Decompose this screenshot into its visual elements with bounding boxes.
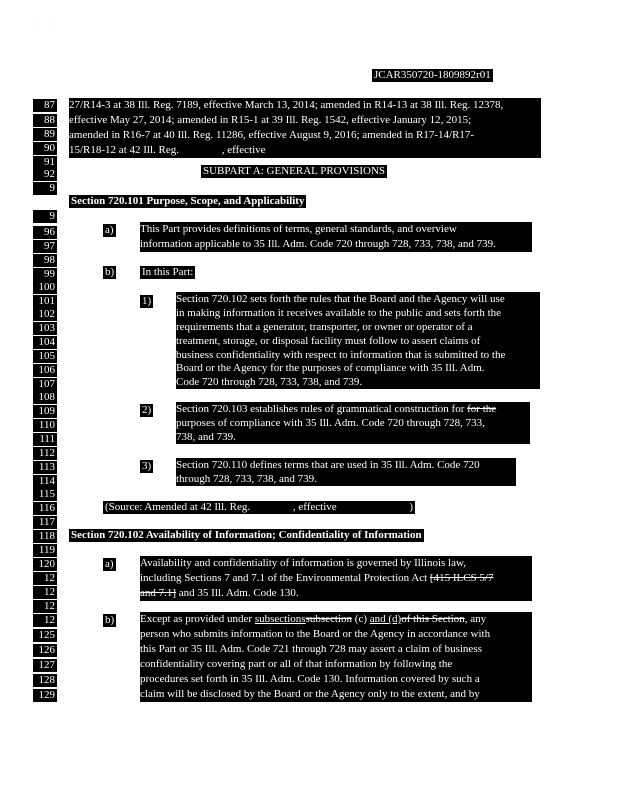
line-number: 105 [33,350,57,363]
line-number: 12 [33,586,57,599]
line-number: 9 [33,210,57,223]
text-line: 15/R18-12 at 42 Ill. Reg. , effective [69,144,269,156]
paragraph-102-b [140,612,532,702]
line-number: 113 [33,461,57,474]
item-label: 2) [142,404,152,416]
item-label: 1) [142,295,152,307]
line-number: 106 [33,364,57,377]
line-number: 104 [33,336,57,349]
text-line: requirements that a generator, transporter, or owner or operator of a [176,320,473,333]
paragraph-b3 [176,458,516,486]
item-label: a) [105,558,114,570]
item-label: 3) [142,460,152,472]
struck-text: subsection [305,613,353,625]
struck-text: and 7.1] [140,587,177,599]
line-number: 101 [33,295,57,308]
line-number: 12 [33,600,57,613]
line-number: 111 [33,433,57,446]
text-line: procedures set forth in 35 Ill. Adm. Code 130. Information covered by such a [140,673,480,685]
line-number: 102 [33,308,57,321]
line-number: 120 [33,558,57,571]
text-line: and 7.1] and 35 Ill. Adm. Code 130. [140,587,299,599]
line-number: 96 [33,226,57,239]
text-line: information applicable to 35 Ill. Adm. Code 720 through 728, 733, 738, and 739. [140,238,496,250]
text-line: Section 720.103 establishes rules of grammatical construction for for the [176,403,497,415]
text-line: in making information it receives available to the public and sets forth the [176,306,502,319]
paragraph-102-a [140,556,532,601]
line-number: 117 [33,516,57,529]
line-number: 88 [33,114,57,127]
text-line: person who submits information to the Board or the Agency in accordance with [140,628,491,640]
text-line: confidentiality covering part or all of that information by following the [140,658,453,670]
line-number: 9 [33,182,57,195]
document-id: JCAR350720-1809892r01 [374,69,491,81]
line-number: 115 [33,488,57,501]
line-number: 118 [33,530,57,543]
text-line: Availability and confidentiality of information is governed by Illinois law, [140,557,466,569]
line-number: 128 [33,674,57,687]
text-line: Section 720.110 defines terms that are used in 35 Ill. Adm. Code 720 [176,459,480,471]
text-line: business confidentiality with respect to information that is submitted to the [176,348,506,361]
text-line: purposes of compliance with 35 Ill. Adm. Code 720 through 728, 733, [176,416,485,429]
text-line: through 728, 733, 738, and 739. [176,472,317,485]
paragraph-b1 [176,292,540,389]
source-history-block [69,98,541,158]
text-line: This Part provides definitions of terms, general standards, and overview [140,223,457,235]
text-line: 738, and 739. [176,430,236,443]
text-line: Section 720.102 sets forth the rules that the Board and the Agency will use [176,293,505,305]
line-number: 89 [33,128,57,141]
paragraph-b2 [176,402,530,444]
text-line: amended in R16-7 at 40 Ill. Reg. 11286, effective August 9, 2016; amended in R17-14/R17- [69,129,475,141]
text-line: Except as provided under subsectionssubsection (c) and (d)of this Section, any [140,613,487,625]
paragraph-b-intro: In this Part: [142,266,194,278]
text-line: treatment, storage, or disposal facility must follow to assert claims of [176,334,481,347]
text-line: including Sections 7 and 7.1 of the Environmental Protection Act [415 ILCS 5/7 [140,572,494,584]
text-line: effective May 27, 2014; amended in R15-1 at 39 Ill. Reg. 1542, effective January 12, 2015; [69,114,472,126]
subpart-heading: SUBPART A: GENERAL PROVISIONS [203,165,385,177]
inserted-text: and (d) [369,613,402,625]
item-label: a) [105,224,114,236]
line-number: 90 [33,142,57,155]
struck-text: of this Section [401,613,465,625]
text-line: Code 720 through 728, 733, 738, and 739. [176,376,363,389]
line-number: 92 [33,168,57,181]
source-note: (Source: Amended at 42 Ill. Reg. , effective ) [105,501,414,513]
line-number: 97 [33,240,57,253]
line-number: 12 [33,614,57,627]
line-number: 99 [33,268,57,281]
line-number: 129 [33,689,57,702]
line-number: 107 [33,378,57,391]
item-label: b) [105,614,115,626]
line-number: 126 [33,644,57,657]
line-number: 103 [33,322,57,335]
text-line: claim will be disclosed by the Board or the Agency only to the extent, and by [140,688,480,700]
line-number: 87 [33,99,57,112]
text-line: this Part or 35 Ill. Adm. Code 721 through 728 may assert a claim of business [140,643,482,655]
line-number: 127 [33,659,57,672]
line-number: 91 [33,156,57,169]
section-heading-720-102: Section 720.102 Availability of Information; Confidentiality of Information [71,529,422,541]
text-line: 27/R14-3 at 38 Ill. Reg. 7189, effective March 13, 2014; amended in R14-13 at 38 Ill. Reg. 12378, [69,99,504,111]
line-number: 116 [33,502,57,515]
inserted-text: subsections [254,613,306,625]
text-line: Board or the Agency for the purposes of compliance with 35 Ill. Adm. [176,362,485,375]
item-label: b) [105,266,115,278]
line-number: 110 [33,419,57,432]
section-heading-720-101: Section 720.101 Purpose, Scope, and Applicability [71,195,305,207]
struck-text: for the [467,403,497,415]
line-number: 112 [33,447,57,460]
paragraph-a [140,222,532,252]
struck-text: [415 ILCS 5/7 [429,572,494,584]
line-number: 125 [33,629,57,642]
scan-specks: · · [32,20,54,29]
line-number: 119 [33,544,57,557]
line-number: 108 [33,391,57,404]
line-number: 98 [33,254,57,267]
line-number: 12 [33,572,57,585]
line-number: 114 [33,475,57,488]
line-number: 100 [33,281,57,294]
line-number: 109 [33,405,57,418]
